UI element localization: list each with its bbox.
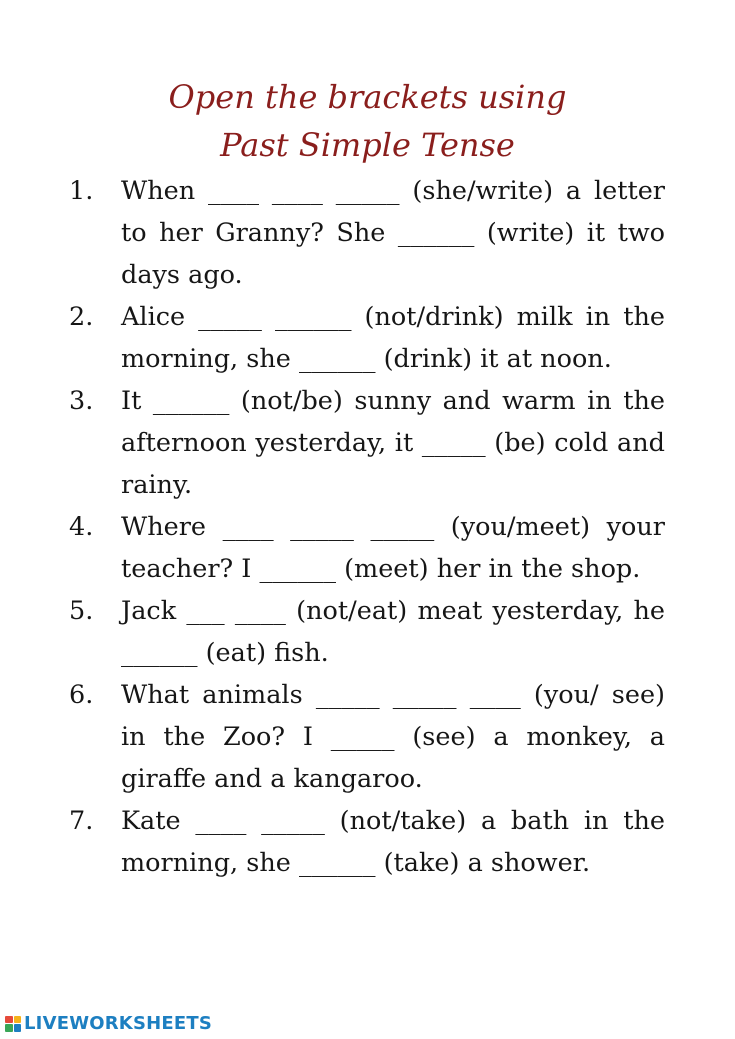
exercise-text: What animals _____ _____ ____ (you/ see) in the Zoo? I _____ (see) a monkey, a giraffe and a kangaroo. xyxy=(121,680,665,794)
exercise-item-7 xyxy=(69,800,665,884)
exercise-number: 5. xyxy=(69,596,94,626)
exercise-item-4 xyxy=(69,506,665,590)
exercise-item-1 xyxy=(69,170,665,296)
exercise-list xyxy=(69,170,665,884)
exercise-text: When ____ ____ _____ (she/write) a letter to her Granny? She ______ (write) it two days ago. xyxy=(121,176,665,290)
worksheet-title xyxy=(0,73,735,169)
exercise-number: 4. xyxy=(69,512,94,542)
exercise-number: 7. xyxy=(69,806,94,836)
exercise-number: 6. xyxy=(69,680,94,710)
exercise-number: 1. xyxy=(69,176,94,206)
title-line-1: Open the brackets using xyxy=(168,78,567,116)
exercise-item-2 xyxy=(69,296,665,380)
exercise-text: It ______ (not/be) sunny and warm in the afternoon yesterday, it _____ (be) cold and rainy. xyxy=(121,386,665,500)
exercise-item-3 xyxy=(69,380,665,506)
exercise-number: 3. xyxy=(69,386,94,416)
liveworksheets-brand[interactable] xyxy=(5,1013,212,1034)
brand-name: LIVEWORKSHEETS xyxy=(24,1013,213,1034)
exercise-text: Where ____ _____ _____ (you/meet) your teacher? I ______ (meet) her in the shop. xyxy=(121,512,665,584)
exercise-text: Jack ___ ____ (not/eat) meat yesterday, he ______ (eat) fish. xyxy=(121,596,665,668)
exercise-item-5 xyxy=(69,590,665,674)
exercise-text: Kate ____ _____ (not/take) a bath in the morning, she ______ (take) a shower. xyxy=(121,806,665,878)
liveworksheets-logo-icon xyxy=(5,1016,21,1032)
exercise-number: 2. xyxy=(69,302,94,332)
exercise-text: Alice _____ ______ (not/drink) milk in the morning, she ______ (drink) it at noon. xyxy=(121,302,665,374)
exercise-item-6 xyxy=(69,674,665,800)
title-line-2: Past Simple Tense xyxy=(220,126,515,164)
